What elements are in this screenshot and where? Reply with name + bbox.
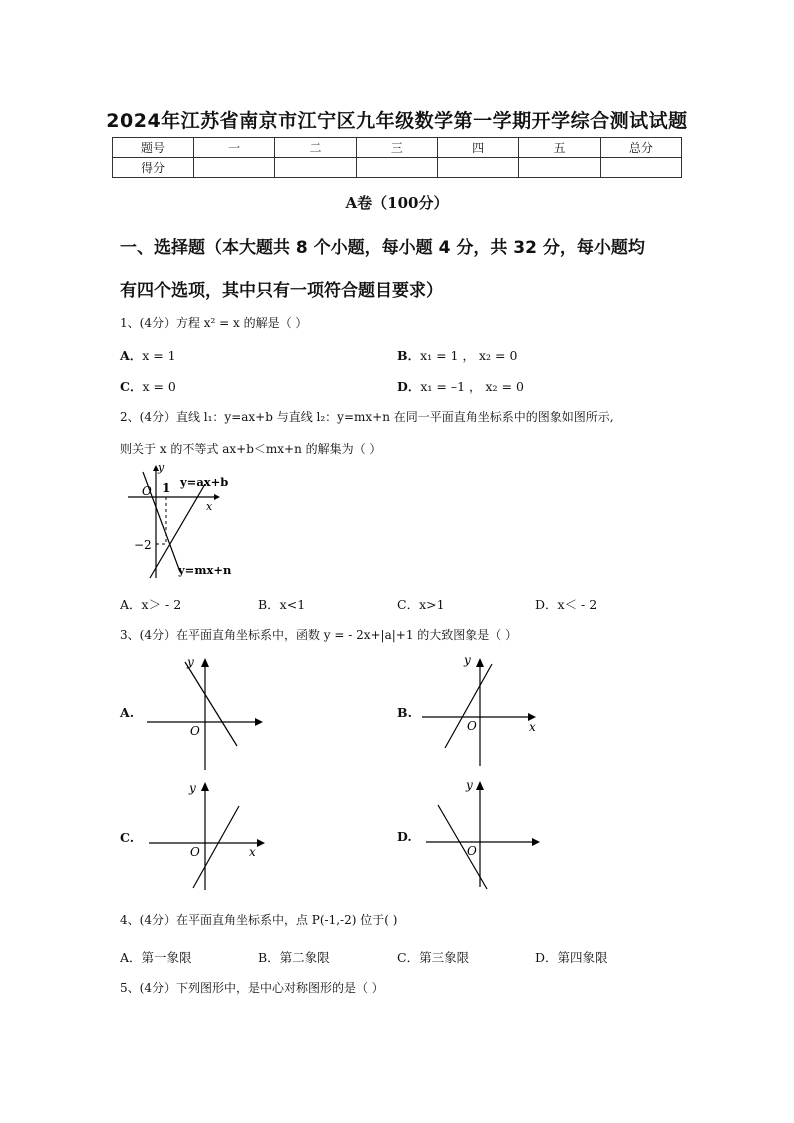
question-3-stem: 3、(4分）在平面直角坐标系中，函数 y = - 2x+|a|+1 的大致图象是（ ） bbox=[120, 628, 518, 642]
axis-label-x: x bbox=[529, 720, 536, 734]
q3-graph-a[interactable] bbox=[145, 652, 270, 777]
x-axis-arrow bbox=[257, 839, 265, 847]
q4-option-d[interactable]: D．第四象限 bbox=[535, 950, 608, 965]
question-5-stem: 5、(4分）下列图形中，是中心对称图形的是（ ） bbox=[120, 981, 384, 995]
page-title: 2024年江苏省南京市江宁区九年级数学第一学期开学综合测试试题 bbox=[106, 110, 688, 132]
q2-option-a[interactable]: A．x＞ - 2 bbox=[120, 597, 182, 612]
score-cell: 二 bbox=[275, 138, 356, 158]
origin-label: O bbox=[190, 724, 200, 738]
option-letter: C． bbox=[120, 379, 143, 394]
q3-option-b-label[interactable]: B. bbox=[397, 705, 412, 720]
question-2-stem-line2: 则关于 x 的不等式 ax+b＜mx+n 的解集为（ ） bbox=[120, 442, 382, 456]
option-letter: B． bbox=[397, 348, 421, 363]
y-axis-arrow bbox=[201, 658, 209, 667]
q1-option-c[interactable] bbox=[120, 377, 176, 395]
score-cell: 得分 bbox=[113, 158, 194, 178]
q3-option-d-label[interactable]: D. bbox=[397, 829, 412, 844]
q2-figure bbox=[118, 462, 248, 584]
score-cell: 题号 bbox=[113, 138, 194, 158]
score-cell: 五 bbox=[519, 138, 600, 158]
score-input-cell bbox=[437, 158, 518, 178]
q4-option-b[interactable]: B．第二象限 bbox=[258, 950, 330, 965]
axis-label-x: x bbox=[249, 845, 256, 859]
origin-label: O bbox=[467, 844, 477, 858]
function-line bbox=[445, 664, 492, 748]
paper-label: A卷（100分） bbox=[345, 194, 449, 212]
option-letter: D． bbox=[397, 379, 421, 394]
score-input-cell bbox=[600, 158, 681, 178]
y-axis-arrow bbox=[201, 782, 209, 791]
section-heading-line1: 一、选择题（本大题共 8 个小题，每小题 4 分，共 32 分，每小题均 bbox=[120, 238, 645, 258]
q3-option-a-label[interactable]: A. bbox=[120, 705, 135, 720]
axis-label-y: y bbox=[466, 778, 473, 792]
label-line2: y=mx+n bbox=[178, 563, 232, 577]
score-cell: 总分 bbox=[600, 138, 681, 158]
q3-graph-c[interactable] bbox=[145, 778, 270, 896]
label-origin: O bbox=[142, 484, 152, 498]
axis-label-y: y bbox=[189, 781, 196, 795]
origin-label: O bbox=[190, 845, 200, 859]
label-x: x bbox=[206, 500, 213, 513]
axis-label-y: y bbox=[187, 655, 194, 669]
q2-option-c[interactable]: C．x>1 bbox=[397, 597, 445, 612]
score-input-cell bbox=[519, 158, 600, 178]
q4-option-c[interactable]: C．第三象限 bbox=[397, 950, 470, 965]
function-line bbox=[193, 806, 239, 888]
q4-option-a[interactable]: A．第一象限 bbox=[120, 950, 192, 965]
q2-option-d[interactable]: D．x＜ - 2 bbox=[535, 597, 598, 612]
score-table bbox=[112, 137, 682, 178]
origin-label: O bbox=[467, 719, 477, 733]
q3-graph-b[interactable] bbox=[420, 652, 545, 777]
label-line1: y=ax+b bbox=[180, 475, 229, 489]
label-one: 1 bbox=[162, 481, 171, 495]
label-neg2: −2 bbox=[134, 538, 152, 552]
q3-option-c-label[interactable]: C. bbox=[120, 830, 135, 845]
x-axis-arrow bbox=[214, 494, 220, 500]
q3-graph-d[interactable] bbox=[420, 775, 545, 893]
y-axis-arrow bbox=[476, 781, 484, 790]
score-table-header-row bbox=[113, 138, 682, 158]
score-input-cell bbox=[275, 158, 356, 178]
option-letter: A． bbox=[120, 348, 143, 363]
score-cell: 一 bbox=[194, 138, 275, 158]
x-axis-arrow bbox=[255, 718, 263, 726]
option-text: x = 1 bbox=[142, 348, 176, 363]
option-text: x = 0 bbox=[142, 379, 176, 394]
q1-option-a[interactable] bbox=[120, 346, 176, 364]
score-input-cell bbox=[356, 158, 437, 178]
section-heading-line2: 有四个选项，其中只有一项符合题目要求） bbox=[120, 281, 443, 301]
question-4-stem: 4、(4分）在平面直角坐标系中，点 P(-1,-2) 位于( ) bbox=[120, 913, 398, 927]
score-cell: 四 bbox=[437, 138, 518, 158]
q1-option-d[interactable] bbox=[397, 377, 524, 395]
q1-option-b[interactable] bbox=[397, 346, 517, 364]
question-2-stem-line1: 2、(4分）直线 l₁：y=ax+b 与直线 l₂：y=mx+n 在同一平面直角坐标系中的图象如图所示, bbox=[120, 410, 614, 424]
option-text: x₁ = –1 ， x₂ = 0 bbox=[420, 379, 524, 394]
option-text: x₁ = 1 ， x₂ = 0 bbox=[420, 348, 518, 363]
x-axis-arrow bbox=[532, 838, 540, 846]
y-axis-arrow bbox=[476, 658, 484, 667]
axis-label-y: y bbox=[464, 653, 471, 667]
score-input-cell bbox=[194, 158, 275, 178]
score-cell: 三 bbox=[356, 138, 437, 158]
q2-option-b[interactable]: B．x<1 bbox=[258, 597, 306, 612]
score-table-score-row bbox=[113, 158, 682, 178]
label-y: y bbox=[158, 462, 165, 474]
question-1-stem: 1、(4分）方程 x² = x 的解是（ ） bbox=[120, 316, 308, 330]
